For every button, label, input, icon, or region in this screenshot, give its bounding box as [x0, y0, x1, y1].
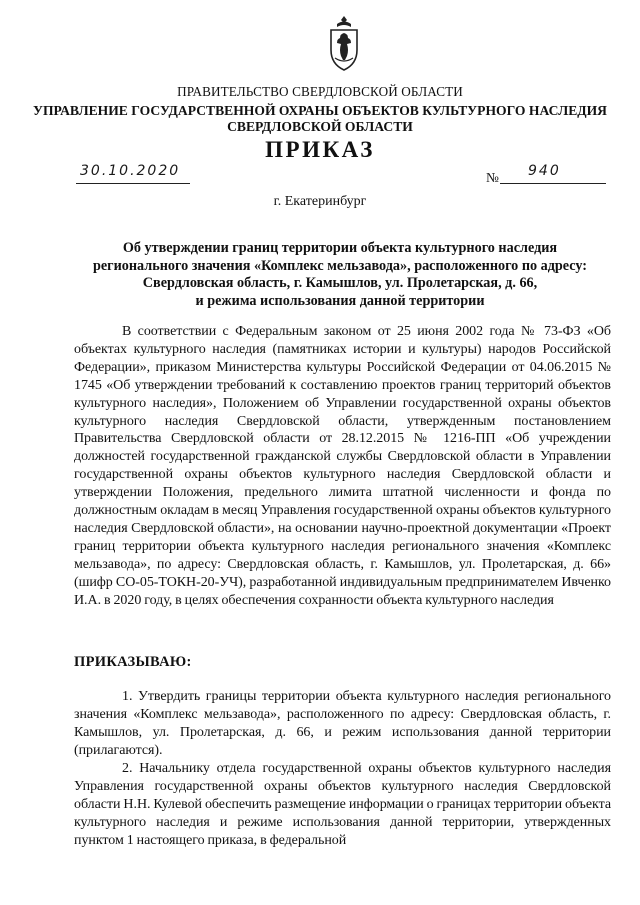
title-line-2: регионального значения «Комплекс мельзавода», расположенного по адресу:: [92, 257, 588, 274]
government-name: ПРАВИТЕЛЬСТВО СВЕРДЛОВСКОЙ ОБЛАСТИ: [177, 84, 463, 99]
department-name-line-1: УПРАВЛЕНИЕ ГОСУДАРСТВЕННОЙ ОХРАНЫ ОБЪЕКТОВ КУЛЬТУРНОГО НАСЛЕДИЯ: [32, 103, 608, 118]
coat-of-arms-icon: [327, 14, 361, 72]
title-line-3: Свердловская область, г. Камышлов, ул. Пролетарская, д. 66,: [142, 275, 538, 291]
date-field: [76, 163, 190, 184]
preamble-paragraph: В соответствии с Федеральным законом от 25 июня 2002 года № 73-ФЗ «Об объектах культурного наследия (памятниках истории и культуры) народов Российской Федерации», приказом Министерства культуры Российской Федерации от 04.06.2015 № 1745 «Об утверждении требований к составлению проектов границ территорий объектов культурного наследия», Положением об Управлении государственной охраны объектов культурного наследия Свердловской области, утвержденным постановлением Правительства Свердловской области от 28.12.2015 № 1216-ПП «Об учреждении должностей государственной гражданской службы Свердловской области в Управлении государственной охраны объектов культурного наследия Свердловской области и утверждении Положения, предельного лимита штатной численности и фонда по должностным окладам в месяц Управления государственной охраны объектов культурного наследия Свердловской области», на основании научно-проектной документации «Проект границ территории объекта культурного наследия регионального значения «Комплекс мельзавода», по адресу: Свердловская область, г. Камышлов, ул. Пролетарская, д. 66» (шифр СО-05-ТОКН-20-УЧ), разработанной индивидуальным предпринимателем Ивченко И.А. в 2020 году, в целях обеспечения сохранности объекта культурного наследия: [74, 324, 611, 608]
number-label: №: [486, 170, 499, 185]
title-line-4: и режима использования данной территории: [195, 292, 485, 309]
document-type: ПРИКАЗ: [265, 137, 375, 162]
department-name-line-2: СВЕРДЛОВСКОЙ ОБЛАСТИ: [227, 119, 413, 134]
title-line-1: Об утверждении границ территории объекта культурного наследия: [122, 240, 558, 256]
number-field: [500, 163, 606, 184]
handwritten-date: 30.10.2020: [80, 163, 181, 179]
order-item-2: 2. Начальнику отдела государственной охраны объектов культурного наследия Управления государственной охраны объектов культурного наследия Свердловской области Н.Н. Кулевой обеспечить размещение информации о границах территории объекта культурного наследия и режиме использования данной территории, утвержденных пунктом 1 настоящего приказа, в федеральной: [74, 761, 611, 848]
department-name: [0, 103, 640, 135]
document-title: [70, 240, 610, 310]
order-item-1: 1. Утвердить границы территории объекта культурного наследия регионального значения «Комплекс мельзавода», расположенного по адресу: Свердловская область, г. Камышлов, ул. Пролетарская, д. 66, и режим использования данной территории (прилагаются).: [74, 689, 611, 758]
handwritten-number: 940: [528, 163, 561, 179]
city: г. Екатеринбург: [273, 194, 367, 209]
order-heading: ПРИКАЗЫВАЮ:: [74, 654, 192, 670]
